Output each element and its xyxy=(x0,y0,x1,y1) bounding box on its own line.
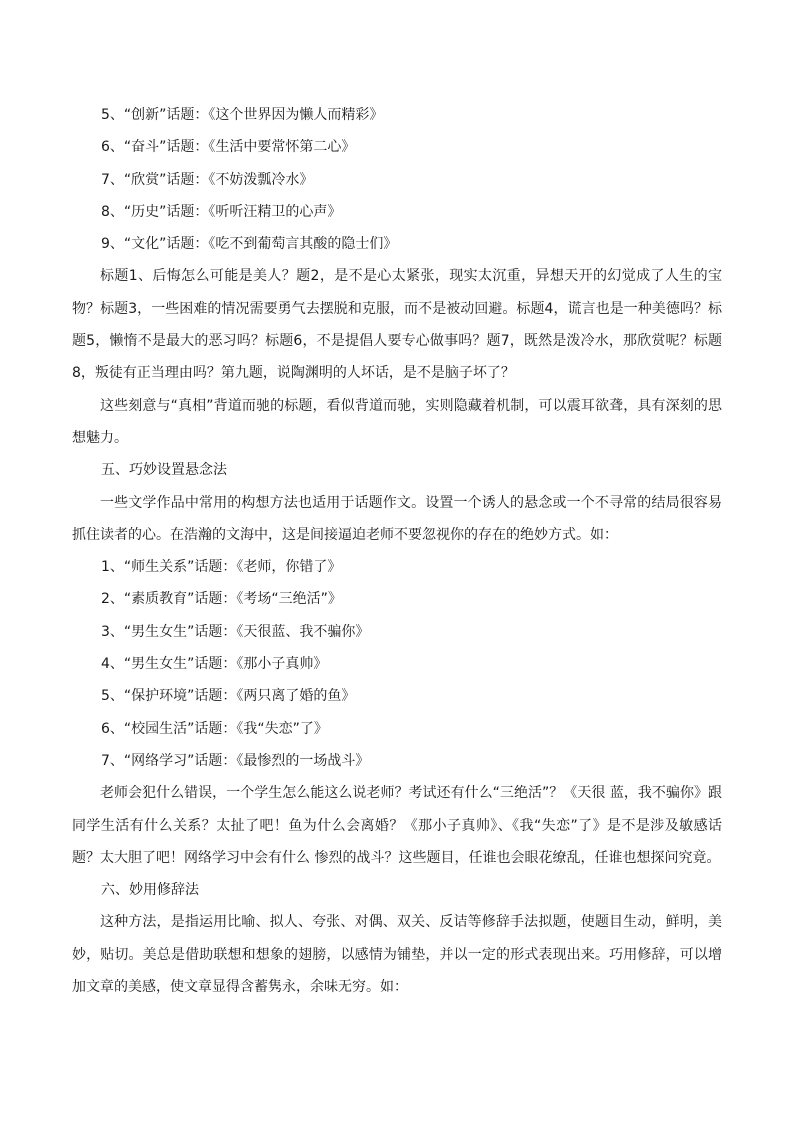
paragraph-summary: 这些刻意与“真相”背道而驰的标题，看似背道而驰，实则隐藏着机制，可以震耳欲聋，具有深刻的思想魅力。 xyxy=(72,397,722,446)
list-item: 5、“创新”话题：《这个世界因为懒人而精彩》 xyxy=(101,107,384,123)
list-item: 2、“素质教育”话题：《考场“三绝活”》 xyxy=(101,591,342,608)
list-item: 9、“文化”话题：《吃不到葡萄言其酸的隐士们》 xyxy=(101,236,398,253)
section-heading-suspense: 五、巧妙设置悬念法 xyxy=(101,462,227,479)
list-item: 1、“师生关系”话题：《老师，你错了》 xyxy=(101,559,342,576)
paragraph-rhetoric-intro: 这种方法，是指运用比喻、拟人、夸张、对偶、双关、反诘等修辞手法拟题，使题目生动，鲜明，美妙，贴切。美总是借助联想和想象的翅膀，以感情为铺垫，并以一定的形式表现出来。巧用修辞，可以增加文章的美感，使文章显得含蓄隽永，余味无穷。如： xyxy=(72,914,722,996)
list-item: 7、“欣赏”话题：《不妨泼瓢冷水》 xyxy=(101,171,314,188)
paragraph-suspense-intro: 一些文学作品中常用的构想方法也适用于话题作文。设置一个诱人的悬念或一个不寻常的结局很容易抓住读者的心。在浩瀚的文海中，这是间接逼迫老师不要忽视你的存在的绝妙方式。如： xyxy=(72,494,722,543)
list-item: 3、“男生女生”话题：《天很蓝、我不骗你》 xyxy=(101,623,370,640)
paragraph-title-explanations: 标题1、后悔怎么可能是美人？题2，是不是心太紧张，现实太沉重，异想天开的幻觉成了人生的宝物？标题3，一些困难的情况需要勇气去摆脱和克服，而不是被动回避。标题4，谎言也是一种美德吗？标题5，懒惰不是最大的恶习吗？标题6，不是提倡人要专心做事吗？题7，既然是泼冷水，那欣赏呢？标题 8，叛徒有正当理由吗？第九题，说陶渊明的人坏话，是不是脑子坏了？ xyxy=(72,268,722,382)
paragraph-suspense-analysis: 老师会犯什么错误，一个学生怎么能这么说老师？考试还有什么“三绝活”？《天很 蓝，我不骗你》跟同学生活有什么关系？太扯了吧！鱼为什么会离婚？《那小子真帅》、《我“失恋”了》是不是涉及敏感话题？太大胆了吧！网络学习中会有什么 惨烈的战斗？这些题目，任谁也会眼花缭乱，任谁也想探问究竟。 xyxy=(72,785,722,866)
list-item: 7、“网络学习”话题：《最惨烈的一场战斗》 xyxy=(101,752,370,769)
list-item: 6、“奋斗”话题：《生活中要常怀第二心》 xyxy=(101,139,356,156)
section-heading-rhetoric: 六、妙用修辞法 xyxy=(101,882,199,899)
list-item: 5、“保护环境”话题：《两只离了婚的鱼》 xyxy=(101,688,356,705)
list-item: 4、“男生女生”话题：《那小子真帅》 xyxy=(101,656,328,673)
list-item: 8、“历史”话题：《听听汪精卫的心声》 xyxy=(101,203,342,220)
list-item: 6、“校园生活”话题：《我“失恋”了》 xyxy=(101,720,328,737)
document-body xyxy=(72,99,722,1003)
